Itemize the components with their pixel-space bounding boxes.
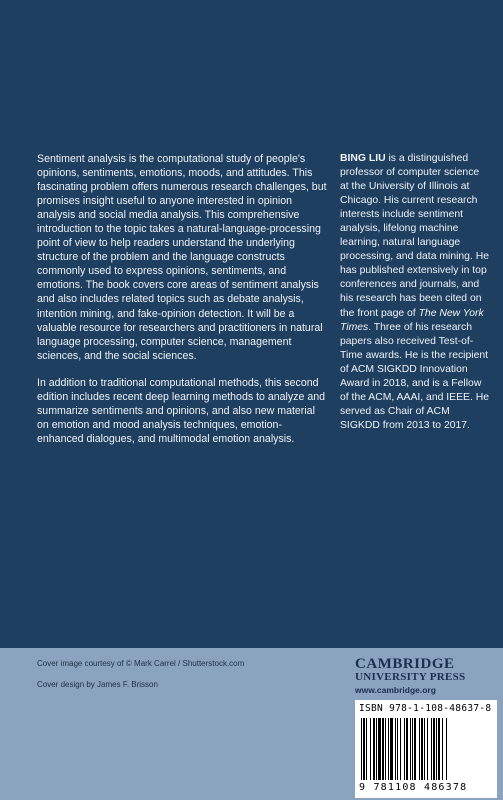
isbn-label: ISBN 978-1-108-48637-8 — [359, 703, 492, 714]
barcode-digits: 9 781108 486378 — [359, 782, 468, 793]
description-paragraph-1: Sentiment analysis is the computational study of people's opinions, sentiments, emotions, moods, and attitudes. This fascinating problem offers numerous research challenges, but promises insight useful to anyone interested in opinion analysis and social media analysis. This comprehensive introduction to the topic takes a natural-language-processing point of view to help readers understand the underlying structure of the problem and the language constructs commonly used to express opinions, sentiments, and emotions. The book covers core areas of sentiment analysis and also includes related topics such as debate analysis, intention mining, and fake-opinion detection. It will be a valuable resource for researchers and practitioners in natural language processing, computer science, management sciences, and the social sciences. — [37, 153, 327, 362]
publisher-subtitle: UNIVERSITY PRESS — [355, 671, 466, 683]
barcode-image — [359, 718, 493, 780]
book-description — [37, 152, 327, 459]
author-bio — [340, 152, 490, 433]
description-paragraph-2: In addition to traditional computational methods, this second edition includes recent deep learning methods to analyze and summarize sentiments and opinions, and also new material on emotion and mood analysis techniques, emotion-enhanced dialogues, and multimodal emotion analysis. — [37, 376, 325, 445]
publisher-url: www.cambridge.org — [355, 685, 436, 695]
publisher-logo — [355, 656, 495, 695]
bio-text-1: is a distinguished professor of computer science at the University of Illinois at Chicago. His current research interests include sentiment analysis, lifelong machine learning, natural language processing, and data mining. He has published extensively in top conferences and journals, and his research has been cited on the front page of — [340, 153, 490, 319]
cover-design-credit: Cover design by James F. Brisson — [37, 680, 158, 689]
cover-image-credit: Cover image courtesy of © Mark Carrel / Shutterstock.com — [37, 659, 245, 668]
publisher-name: CAMBRIDGE — [355, 656, 455, 672]
author-name: BING LIU — [340, 153, 386, 164]
bio-text-2: . Three of his research papers also received Test-of-Time awards. He is the recipient of ACM SIGKDD Innovation Award in 2018, and is a Fellow of the ACM, AAAI, and IEEE. He served as Chair of ACM SIGKDD from 2013 to 2017. — [340, 321, 490, 431]
publication-name: The New York Times — [340, 307, 484, 333]
isbn-barcode-box — [355, 700, 497, 798]
